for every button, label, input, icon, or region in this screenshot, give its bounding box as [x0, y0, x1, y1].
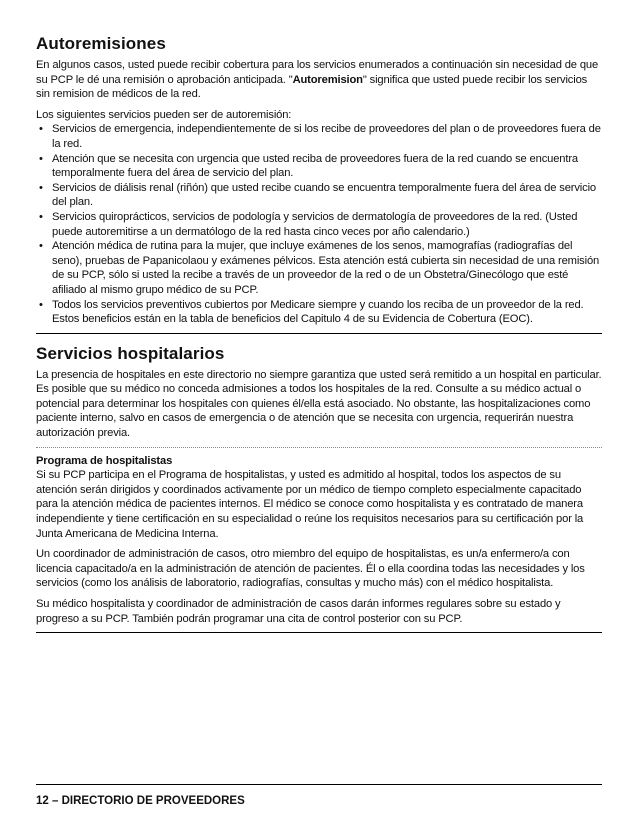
hospitalarios-intro: La presencia de hospitales en este directorio no siempre garantiza que usted será remitido a un hospital en particular. Es posible que su médico no conceda admisiones a todos los hospitales de la red. Consulte a su médico actual o potencial para determinar los hospitales con quienes él/ella está asociado. No obstante, las hospitalizaciones como paciente interno, salvo en casos de emergencia o de atención que se necesita con urgencia, requerirán nuestra autorización previa. — [36, 368, 602, 440]
informes-paragraph: Su médico hospitalista y coordinador de administración de casos darán informes regulares sobre su estado y progreso a su PCP. También podrán programar una cita de control posterior con su PCP. — [36, 598, 561, 625]
autoremisiones-section — [36, 34, 602, 327]
section-end-divider — [36, 632, 602, 633]
section-title-hospitalarios: Servicios hospitalarios — [36, 343, 225, 363]
autoremisiones-list-intro: Los siguientes servicios pueden ser de autoremisión: — [36, 108, 292, 121]
coordinador-paragraph: Un coordinador de administración de casos, otro miembro del equipo de hospitalistas, es un/a enfermero/a con licencia capacitado/a en la administración de atención de pacientes. Él o ella coordina todas las necesidades y los servicios (como los análisis de laboratorio, radiografías, consultas y mucho más) con el médico hospitalista. — [36, 548, 585, 590]
list-item: • Atención que se necesita con urgencia que usted reciba de proveedores fuera de la red cuando se encuentra temporalmente fuera del área de servicio del plan. — [36, 152, 602, 181]
hospitalistas-text: Si su PCP participa en el Programa de hospitalistas, y usted es admitido al hospital, todos los aspectos de su atención serán dirigidos y coordinados activamente por un médico de tiempo completo especialmente capacitado para la atención médica de pacientes internos. El médico se conoce como hospitalista y es contratado de manera independiente y tiene certificación en su especialidad o reúne los requisitos necesarios para su certificación por la Junta Americana de Medicina Interna. — [36, 469, 584, 540]
section-divider — [36, 333, 602, 334]
servicios-hospitalarios-section — [36, 344, 602, 627]
intro-text-post: " significa que usted puede recibir los servicios sin remision de médicos de la red. — [36, 73, 588, 101]
section-title-autoremisiones: Autoremisiones — [36, 34, 166, 53]
footer-text: 12 – DIRECTORIO DE PROVEEDORES — [36, 795, 245, 807]
autoremisiones-intro — [36, 58, 602, 102]
list-item: • Servicios de emergencia, independientemente de si los recibe de proveedores del plan o de proveedores fuera de la red. — [36, 122, 602, 151]
list-item: • Servicios de diálisis renal (riñón) que usted recibe cuando se encuentra temporalmente fuera del área de servicio del plan. — [36, 181, 602, 210]
list-item: • Servicios quiroprácticos, servicios de podología y servicios de dermatología de proveedores de la red. (Usted puede autoremitirse a un dermatólogo de la red hasta cinco veces por año calendario.) — [36, 210, 602, 239]
subsection-title-hospitalistas: Programa de hospitalistas — [36, 454, 173, 467]
page-content — [36, 34, 602, 643]
autoremision-term: Autoremision — [292, 73, 363, 86]
page-footer — [36, 784, 602, 809]
autoremisiones-list — [36, 122, 602, 326]
list-item: • Atención médica de rutina para la mujer, que incluye exámenes de los senos, mamografías (radiografías del seno), pruebas de Papanicolaou y exámenes pélvicos. Esta atención está cubierta sin necesidad de una remisión de su PCP, sólo si usted la recibe a través de un proveedor de la red o de un Obstetra/Ginecólogo que esté afiliado al mismo grupo médico de su PCP. — [36, 239, 602, 297]
list-item: • Todos los servicios preventivos cubiertos por Medicare siempre y cuando los reciba de un proveedor de la red. Estos beneficios están en la tabla de beneficios del Capitulo 4 de su Evidencia de Cobertura (EOC). — [36, 298, 602, 327]
subsection-divider — [36, 447, 602, 448]
hospitalistas-paragraph — [36, 454, 602, 542]
footer-divider — [36, 784, 602, 785]
intro-text-pre: En algunos casos, usted puede recibir cobertura para los servicios enumerados a continuación sin necesidad de que su PCP le dé una remisión o aprobación anticipada. " — [36, 59, 599, 86]
